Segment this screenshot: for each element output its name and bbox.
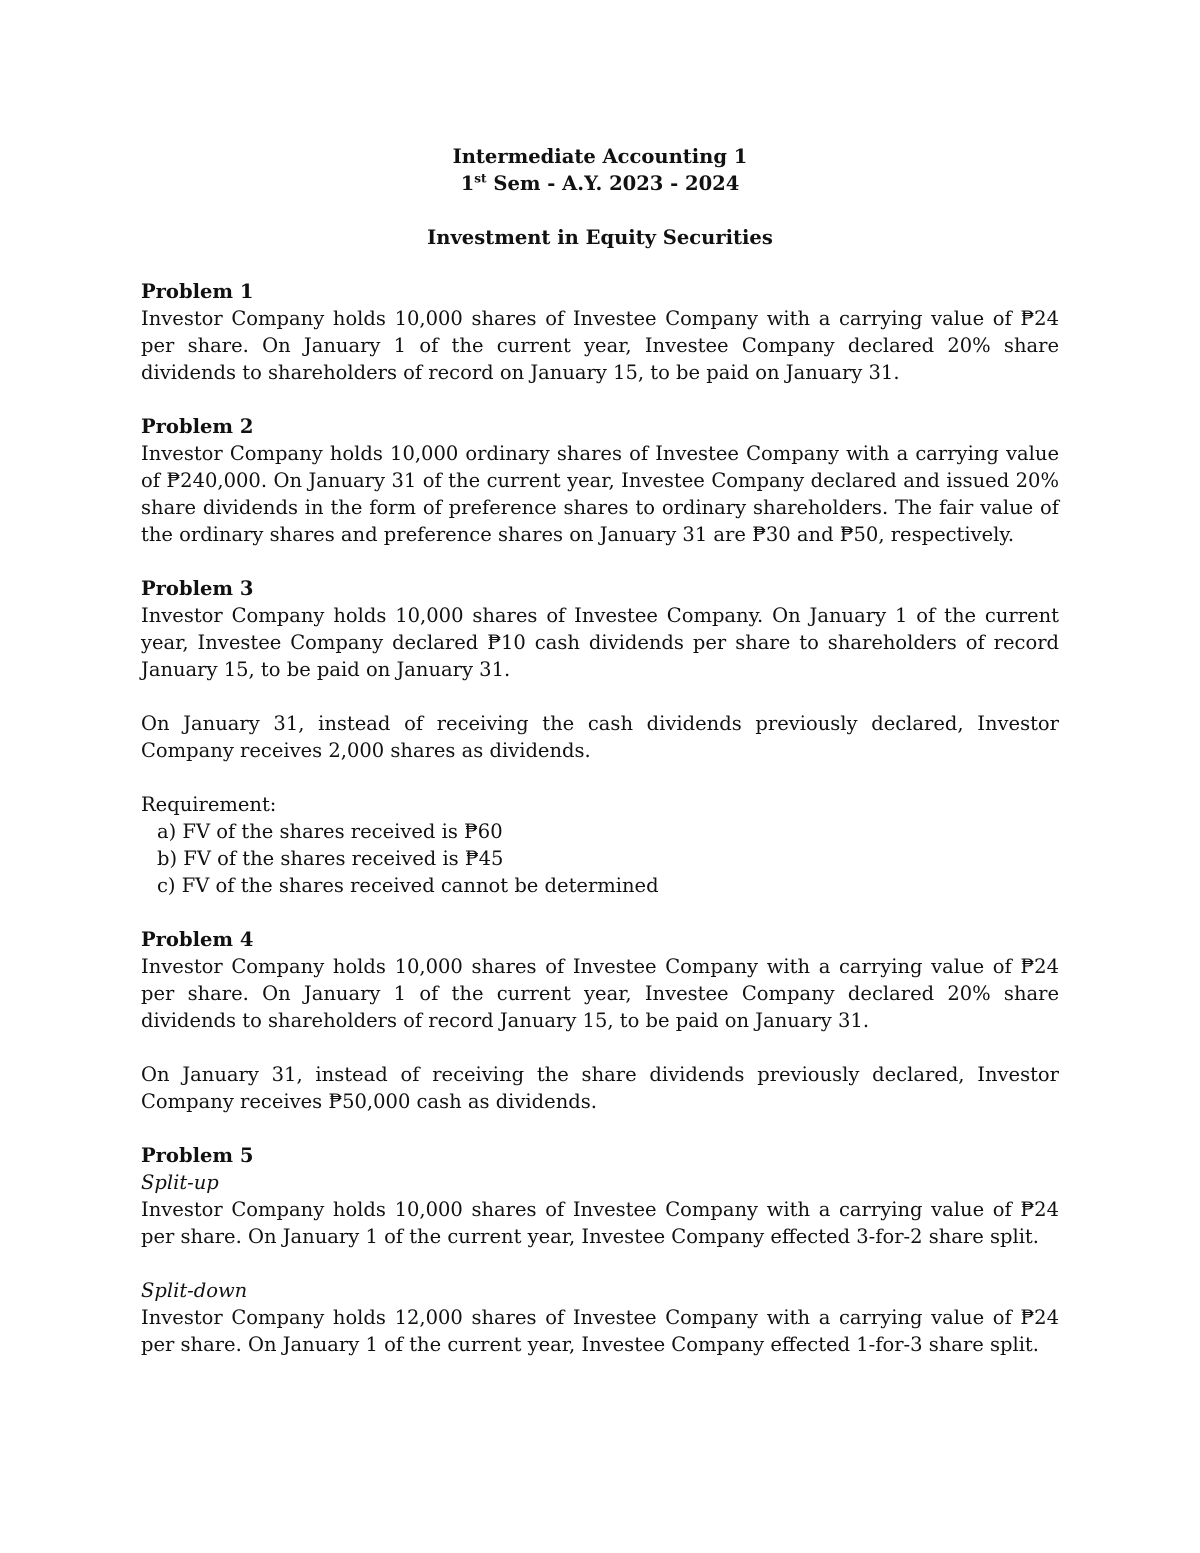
requirement-list — [141, 818, 1059, 899]
problem-4 — [141, 926, 1059, 1115]
problem-title: Problem 1 — [141, 280, 254, 303]
problem-3 — [141, 575, 1059, 899]
requirement-item: b) FV of the shares received is ₱45 — [157, 847, 504, 870]
problem-2 — [141, 413, 1059, 548]
split-down-section — [141, 1277, 1059, 1358]
problem-text: Investor Company holds 10,000 shares of Investee Company with a carrying value of ₱24 per share. On January 1 of the current year, Investee Company effected 3-for-2 share split. — [141, 1198, 1059, 1248]
problem-1 — [141, 278, 1059, 386]
document-header — [141, 143, 1059, 197]
requirement-item: a) FV of the shares received is ₱60 — [157, 820, 503, 843]
problem-title: Problem 4 — [141, 928, 254, 951]
problem-text: Investor Company holds 10,000 ordinary shares of Investee Company with a carrying value of ₱240,000. On January 31 of the current year, Investee Company declared and issued 20% share dividends in the form of preference shares to ordinary shareholders. The fair value of the ordinary shares and preference shares on January 31 are ₱30 and ₱50, respectively. — [141, 442, 1059, 546]
split-up-label: Split-up — [141, 1171, 219, 1194]
document-page — [141, 143, 1059, 1385]
problem-text: Investor Company holds 10,000 shares of Investee Company. On January 1 of the current year, Investee Company declared ₱10 cash dividends per share to shareholders of record January 15, to be paid on January 31. — [141, 604, 1059, 681]
semester-line — [141, 170, 1059, 197]
problem-text: On January 31, instead of receiving the cash dividends previously declared, Investor Company receives 2,000 shares as dividends. — [141, 712, 1059, 762]
semester-year: Sem - A.Y. 2023 - 2024 — [486, 172, 740, 195]
problem-text: Investor Company holds 10,000 shares of Investee Company with a carrying value of ₱24 per share. On January 1 of the current year, Investee Company declared 20% share dividends to shareholders of record January 15, to be paid on January 31. — [141, 955, 1059, 1032]
topic-title: Investment in Equity Securities — [427, 226, 773, 249]
problem-text: On January 31, instead of receiving the share dividends previously declared, Investor Company receives ₱50,000 cash as dividends. — [141, 1063, 1059, 1113]
course-title: Intermediate Accounting 1 — [452, 145, 748, 168]
problem-title: Problem 3 — [141, 577, 254, 600]
problem-title: Problem 5 — [141, 1144, 254, 1167]
requirement-label: Requirement: — [141, 793, 277, 816]
semester-number: 1 — [460, 172, 475, 195]
split-up-section — [141, 1169, 1059, 1250]
problem-text: Investor Company holds 10,000 shares of Investee Company with a carrying value of ₱24 per share. On January 1 of the current year, Investee Company declared 20% share dividends to shareholders of record on January 15, to be paid on January 31. — [141, 307, 1059, 384]
split-down-label: Split-down — [141, 1279, 248, 1302]
requirement-item: c) FV of the shares received cannot be determined — [157, 874, 659, 897]
problem-5 — [141, 1142, 1059, 1358]
problem-title: Problem 2 — [141, 415, 254, 438]
problem-text: Investor Company holds 12,000 shares of Investee Company with a carrying value of ₱24 per share. On January 1 of the current year, Investee Company effected 1-for-3 share split. — [141, 1306, 1059, 1356]
requirement-block — [141, 791, 1059, 899]
semester-ordinal: st — [474, 171, 487, 186]
